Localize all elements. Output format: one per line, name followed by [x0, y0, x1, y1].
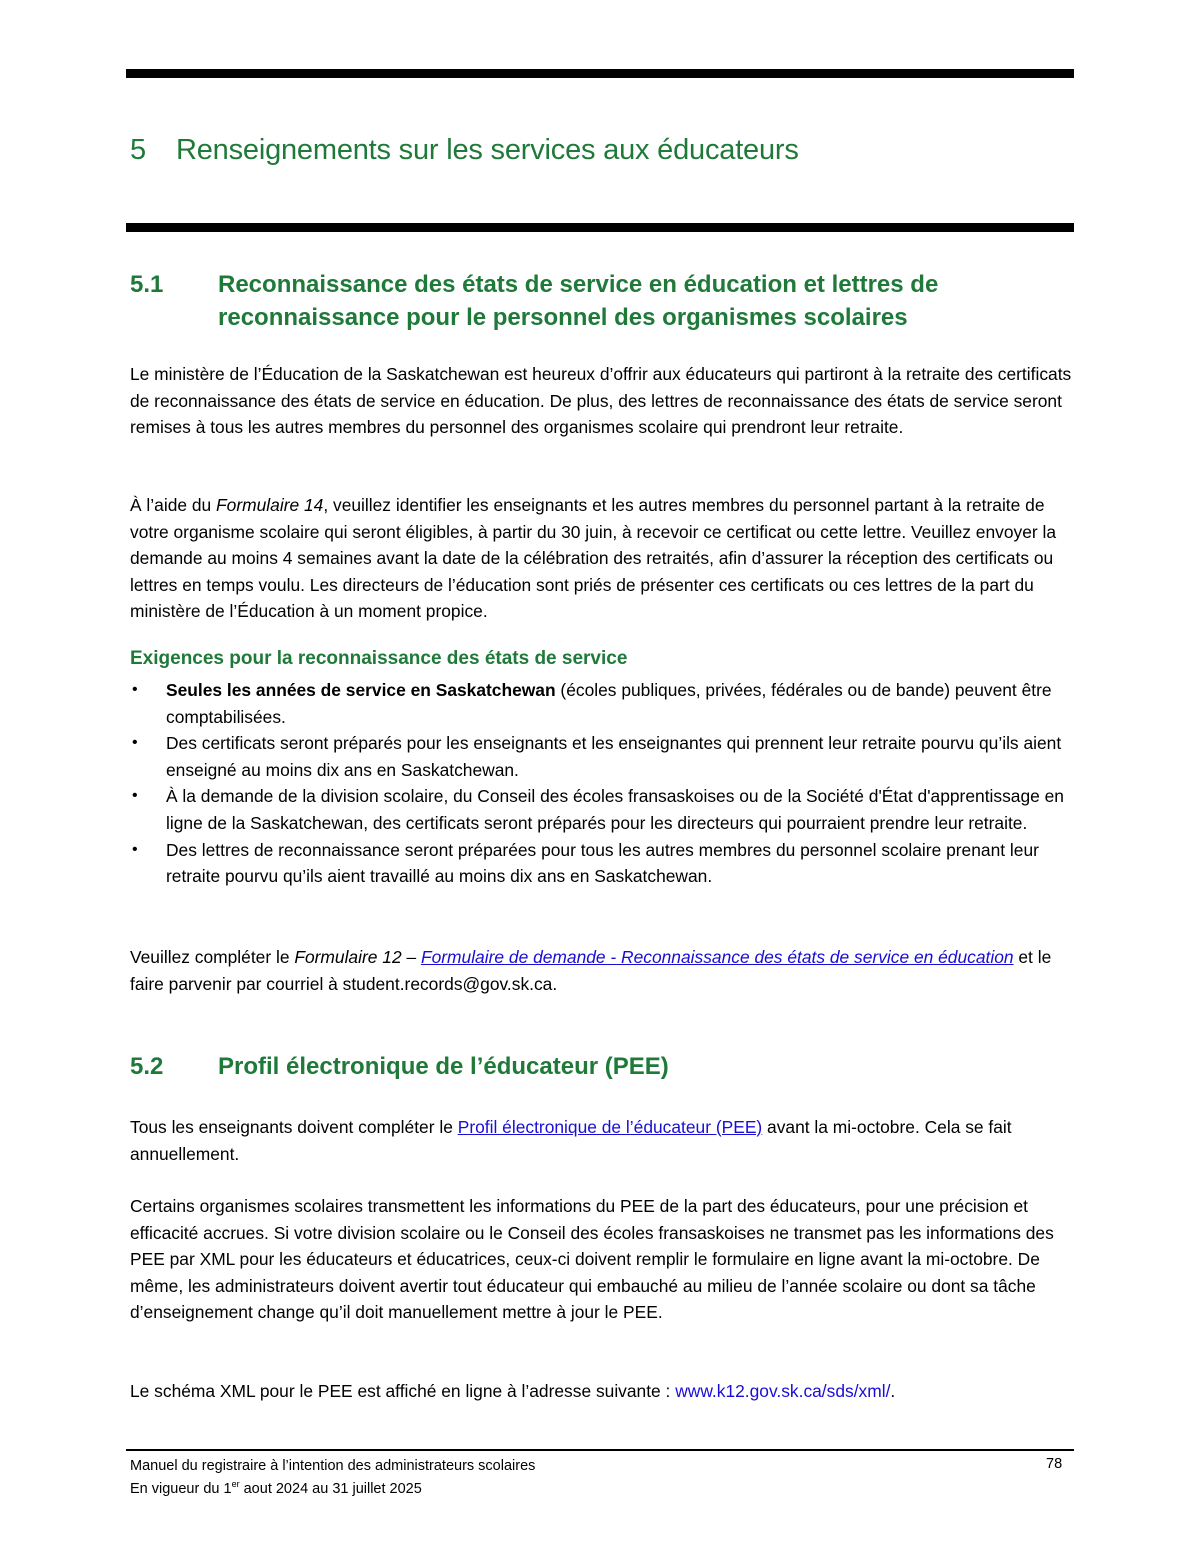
formulaire-12-reference: Formulaire 12 –: [294, 947, 421, 967]
s51-paragraph-1: Le ministère de l’Éducation de la Saskatchewan est heureux d’offrir aux éducateurs qui partiront à la retraite des certificats de reconnaissance des états de service en éducation. De plus, des lettres de reconnaissance des états de service seront remises à tous les autres membres du personnel des organismes scolaire qui prendront leur retraite.: [130, 364, 1072, 438]
formulaire-14-reference: Formulaire 14: [216, 495, 324, 515]
list-item: [130, 837, 1075, 890]
list-item: [130, 730, 1075, 783]
s52-paragraph-1: [130, 1114, 1075, 1167]
s52-p1-text-start: Tous les enseignants doivent compléter le: [130, 1117, 458, 1137]
list-item: [130, 677, 1075, 730]
footer-validity-end: aout 2024 au 31 juillet 2025: [239, 1481, 422, 1497]
footer-validity-start: En vigueur du 1: [130, 1481, 232, 1497]
bullet-1-bold: Seules les années de service en Saskatchewan: [166, 680, 556, 700]
subsection-5-1-number: 5.1: [130, 271, 164, 298]
section-rule: [126, 223, 1074, 232]
subsection-5-2-title: Profil électronique de l’éducateur (PEE): [218, 1053, 669, 1080]
bullet-4-text: Des lettres de reconnaissance seront préparées pour tous les autres membres du personnel scolaire prenant leur retraite pourvu qu’ils aient travaillé au moins dix ans en Saskatchewan.: [166, 839, 1039, 887]
subsection-5-1-title: Reconnaissance des états de service en éducation et lettres de reconnaissance pour le personnel des organismes scolaires: [218, 271, 939, 331]
bullet-icon: •: [132, 787, 138, 805]
footer-validity-sup: er: [231, 1479, 240, 1490]
s51-p2-text-end: , veuillez identifier les enseignants et les autres membres du personnel partant à la retraite de votre organisme scolaire qui seront éligibles, à partir du 30 juin, à recevoir ce certificat ou cette lettre. Veuillez envoyer la demande au moins 4 semaines avant la date de la célébration des retraités, afin d’assurer la réception des certificats ou lettres en temps voulu. Les directeurs de l’éducation sont priés de présenter ces certificats ou ces lettres de la part du ministère de l’Éducation à un moment propice.: [130, 495, 1057, 622]
bullet-3-text: À la demande de la division scolaire, du Conseil des écoles fransaskoises ou de la Société d'État d'apprentissage en ligne de la Saskatchewan, des certificats seront préparés pour les directeurs qui pourraient prendre leur retraite.: [166, 786, 1064, 833]
page-number: 78: [1046, 1456, 1063, 1472]
s52-p1-text-end: avant la mi-octobre. Cela se fait annuellement.: [130, 1117, 1012, 1164]
section-heading: [130, 134, 799, 167]
s52-p3-text-end: .: [890, 1381, 896, 1401]
requirements-heading: Exigences pour la reconnaissance des états de service: [130, 648, 628, 669]
bullet-icon: •: [132, 681, 138, 698]
bullet-icon: •: [132, 734, 138, 752]
s51-p2-text-start: À l’aide du: [130, 495, 217, 515]
subsection-5-2-number: 5.2: [130, 1053, 164, 1080]
footer-validity: [130, 1478, 422, 1500]
formulaire-demande-link[interactable]: Formulaire de demande - Reconnaissance des états de service en éducation: [420, 947, 1014, 967]
s52-paragraph-2: Certains organismes scolaires transmettent les informations du PEE de la part des éducateurs, pour une précision et efficacité accrues. Si votre division scolaire ou le Conseil des écoles fransaskoises ne transmet pas les informations des PEE par XML pour les éducateurs et éducatrices, ceux-ci doivent remplir le formulaire en ligne avant la mi-octobre. De même, les administrateurs doivent avertir tout éducateur qui embauché au milieu de l’année scolaire ou dont sa tâche d’enseignement change qu’il doit manuellement mettre à jour le PEE.: [130, 1196, 1054, 1323]
s52-paragraph-3: [130, 1378, 1075, 1405]
top-rule: [126, 69, 1074, 78]
bullet-2-text: Des certificats seront préparés pour les enseignants et les enseignantes qui prennent leur retraite pourvu qu’ils aient enseigné au moins dix ans en Saskatchewan.: [166, 733, 1062, 780]
section-title: Renseignements sur les services aux éducateurs: [176, 134, 799, 166]
bullet-1-text: (écoles publiques, privées, fédérales ou de bande) peuvent être comptabilisées.: [166, 680, 1052, 727]
footer-rule: [126, 1449, 1074, 1451]
pee-link[interactable]: Profil électronique de l’éducateur (PEE): [457, 1117, 763, 1137]
s51-p3-text-start: Veuillez compléter le: [130, 947, 295, 967]
requirements-list: [130, 677, 1075, 890]
xml-schema-link[interactable]: www.k12.gov.sk.ca/sds/xml/: [675, 1381, 891, 1401]
bullet-icon: •: [132, 840, 138, 858]
section-number: 5: [130, 134, 146, 166]
s51-paragraph-3: [130, 944, 1075, 997]
list-item: [130, 783, 1075, 836]
s51-paragraph-2: [130, 492, 1075, 625]
s51-p3-text-end: et le faire parvenir par courriel à student.records@gov.sk.ca.: [130, 947, 1052, 994]
footer-manual-title: Manuel du registraire à l’intention des administrateurs scolaires: [130, 1458, 536, 1474]
s52-p3-text-start: Le schéma XML pour le PEE est affiché en ligne à l’adresse suivante :: [130, 1381, 676, 1401]
